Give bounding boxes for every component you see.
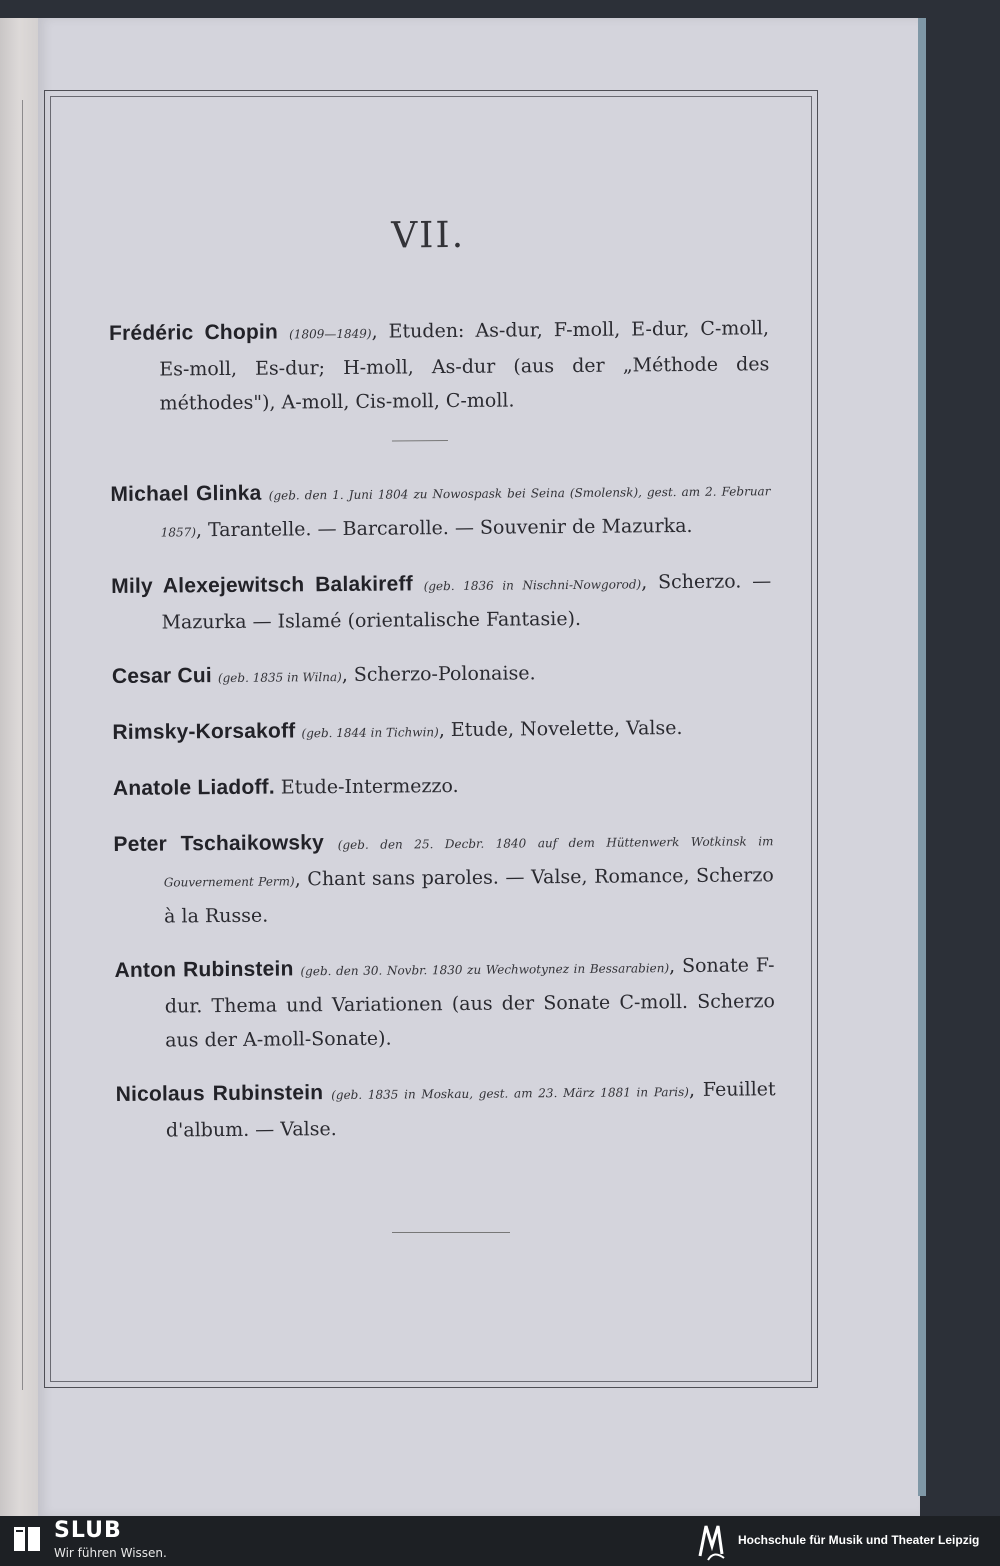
composer-dates: (geb. 1844 in Tichwin) xyxy=(301,725,439,741)
entry-glinka xyxy=(110,472,771,550)
end-rule xyxy=(392,1232,510,1233)
composer-name: Cesar Cui xyxy=(111,664,212,688)
entry-nicolaus-rubinstein xyxy=(116,1072,777,1148)
page-sheet xyxy=(38,18,920,1516)
composer-dates: (geb. den 30. Novbr. 1830 zu Wechwotynez in Bessarabien) xyxy=(300,961,670,979)
section-separator xyxy=(392,440,448,441)
composer-dates: (geb. 1835 in Wilna) xyxy=(217,669,342,686)
slub-book-icon[interactable] xyxy=(12,1524,42,1554)
entry-anton-rubinstein xyxy=(114,948,775,1058)
composer-works: , Scherzo-Polonaise. xyxy=(341,662,536,686)
entry-rimsky-korsakoff xyxy=(112,710,772,752)
composer-name: Anton Rubinstein xyxy=(114,957,294,982)
entry-liadoff xyxy=(113,766,773,808)
composer-works: , Tarantelle. — Barcarolle. — Souvenir de Mazurka. xyxy=(195,514,693,542)
composer-works: , Scherzo. — Mazurka — Islamé (orientalische Fantasie). xyxy=(161,570,772,634)
composer-works: , Chant sans paroles. — Valse, Romance, Scherzo à la Russe. xyxy=(164,864,774,928)
hmt-institution-name[interactable]: Hochschule für Musik und Theater Leipzig xyxy=(738,1533,980,1547)
composer-dates: (geb. 1835 in Moskau, gest. am 23. März 1881 in Paris) xyxy=(331,1084,689,1103)
composer-name: Frédéric Chopin xyxy=(108,320,279,345)
composer-name: Mily Alexejewitsch Balakireff xyxy=(111,572,413,598)
entry-chopin xyxy=(109,311,770,421)
composer-name: Michael Glinka xyxy=(110,481,262,506)
composer-name: Nicolaus Rubinstein xyxy=(115,1081,324,1106)
composer-works: Etude-Intermezzo. xyxy=(280,774,459,799)
footer-bar xyxy=(0,1516,1000,1566)
hmt-logo-icon[interactable] xyxy=(694,1520,728,1562)
slub-tagline: Wir führen Wissen. xyxy=(54,1546,167,1560)
page-blue-edge xyxy=(918,18,926,1496)
previous-page-frame-line xyxy=(22,100,23,1390)
composer-works: , Etuden: As-dur, F-moll, E-dur, C-moll, Es-moll, Es-dur; H-moll, As-dur (aus der „Méthode des méthodes"), A-moll, Cis-moll, C-moll. xyxy=(159,317,770,415)
entry-tschaikowsky xyxy=(113,822,774,934)
composer-name: Rimsky-Korsakoff xyxy=(112,719,296,744)
entry-balakireff xyxy=(111,564,772,640)
entry-cui xyxy=(112,654,772,696)
composer-dates: (1809—1849) xyxy=(289,326,372,342)
composer-works: , Feuillet d'album. — Valse. xyxy=(165,1078,776,1142)
page-content xyxy=(108,212,776,1168)
composer-dates: (geb. den 1. Juni 1804 zu Nowospask bei Seina (Smolensk), gest. am 2. Februar 1857) xyxy=(160,484,771,540)
slub-logo-title[interactable]: SLUB xyxy=(54,1518,122,1543)
composer-works: , Sonate F-dur. Thema und Variationen (aus der Sonate C-moll. Scherzo aus der A-moll-Sonate). xyxy=(164,954,775,1052)
composer-name: Anatole Liadoff. xyxy=(112,775,275,800)
chapter-heading: VII. xyxy=(391,214,466,257)
composer-name: Peter Tschaikowsky xyxy=(113,831,325,856)
composer-dates: (geb. den 25. Decbr. 1840 auf dem Hüttenwerk Wotkinsk im Gouvernement Perm) xyxy=(163,834,774,890)
composer-dates: (geb. 1836 in Nischni-Nowgorod) xyxy=(423,577,642,594)
composer-works: , Etude, Novelette, Valse. xyxy=(438,717,683,742)
